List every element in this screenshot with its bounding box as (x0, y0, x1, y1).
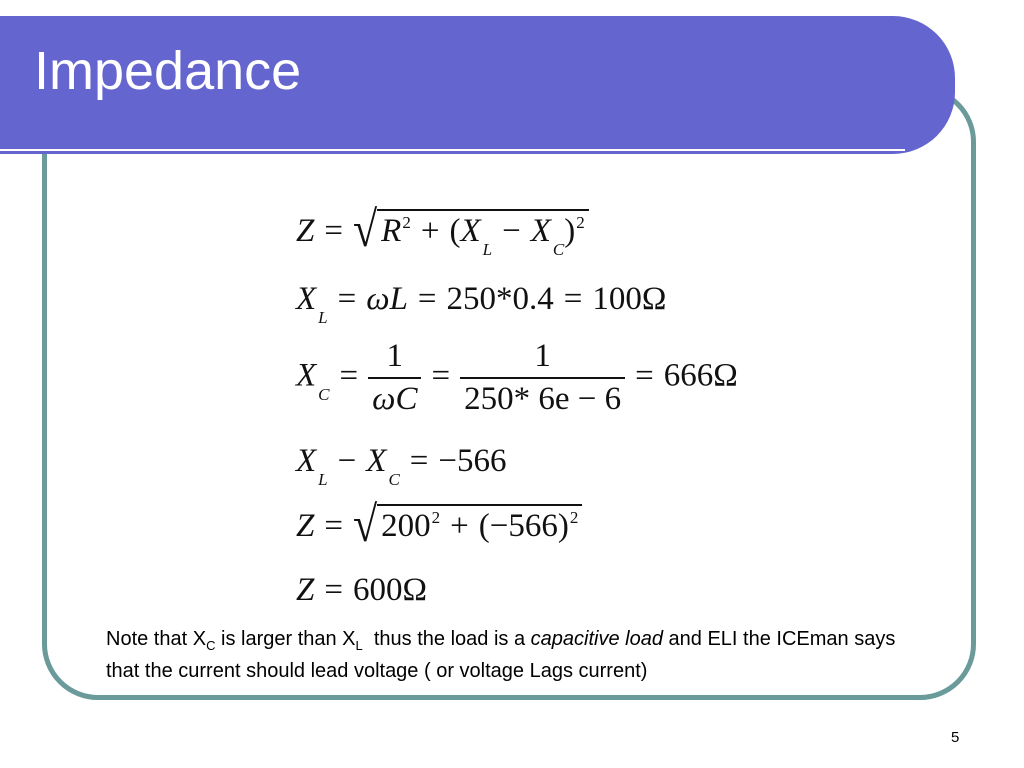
eq3-lhs-sub: C (318, 384, 330, 404)
eq6-result: 600Ω (352, 572, 428, 608)
note-part3: thus the load is a (362, 628, 531, 650)
note-part4: and ELI the ICEman says that the current should lead voltage ( or voltage Lags current) (106, 628, 896, 682)
eq1-xc: X (530, 213, 551, 249)
eq4-xc-sub: C (388, 470, 400, 489)
eq4-xc: X (366, 443, 387, 479)
explanation-note (106, 624, 906, 686)
eq3-fraction-1 (368, 340, 421, 416)
slide-title: Impedance (34, 41, 302, 101)
radical-icon: √ (352, 201, 378, 258)
radical-icon: √ (352, 496, 378, 553)
note-sub2: L (355, 638, 363, 653)
eq2-lhs: X (296, 281, 317, 317)
equation-impedance-substituted: Z = √ $200^2 + (-566)^2$ (296, 500, 582, 544)
equation-xl-minus-xc: $X_L- X_C= -566$ (296, 443, 507, 489)
eq5-base2: (−566) (478, 508, 569, 544)
eq5-lhs: Z (296, 508, 315, 544)
eq5-exp1: 2 (431, 508, 441, 527)
equation-impedance-formula: Z = √ $R^2 + (X_L- X_C)^2$ (296, 205, 589, 249)
eq3-fraction-2 (460, 340, 625, 416)
eq2-val2: 0.4 (512, 281, 554, 317)
page-number: 5 (951, 729, 960, 746)
eq5-base1: 200 (381, 508, 431, 544)
eq2-result: 100Ω (592, 281, 667, 317)
eq1-xc-sub: C (552, 240, 565, 259)
eq1-xl: X (460, 213, 481, 249)
eq1-exp: 2 (576, 213, 585, 232)
equation-impedance-result: Z = 600Ω (296, 572, 428, 608)
eq1-r-exp: 2 (402, 213, 411, 232)
equation-xl: $X_L= \omega L = 250*0.4 = 100\Omega$ (296, 281, 667, 327)
eq2-lhs-sub: L (318, 308, 328, 327)
eq3-lhs: X (296, 357, 317, 394)
note-emphasis: capacitive load (530, 628, 663, 650)
eq2-val1: 250 (446, 281, 497, 317)
eq5-exp2: 2 (569, 508, 579, 527)
eq3-num1: 1 (368, 340, 421, 379)
eq4-xl: X (296, 443, 317, 479)
eq3-den1: ωC (372, 381, 418, 417)
note-part1: Note that X (106, 628, 207, 650)
eq3-num2: 1 (460, 340, 625, 379)
eq3-result: 666Ω (663, 357, 738, 394)
eq1-xl-sub: L (482, 240, 493, 259)
eq5-radical: √ $200^2 + (-566)^2$ (353, 500, 582, 544)
eq4-result: −566 (438, 443, 507, 479)
note-sub1: C (206, 638, 216, 653)
eq6-lhs: Z (296, 572, 315, 608)
equation-xc: $X_C=$ $\frac{1}{\omega C}$ = $\frac{1}{250* 6e - 6}$ = 666Ω (296, 338, 738, 417)
eq3-den2: 250* 6e − 6 (464, 381, 622, 417)
eq1-r: R (381, 213, 402, 249)
eq4-xl-sub: L (318, 470, 328, 489)
note-part2: is larger than X (215, 628, 356, 650)
eq1-lhs: Z (296, 213, 315, 249)
title-divider (0, 149, 905, 151)
eq2-omega-l: ωL (366, 281, 408, 317)
eq1-radical: √ $R^2 + (X_L- X_C)^2$ (353, 205, 589, 249)
